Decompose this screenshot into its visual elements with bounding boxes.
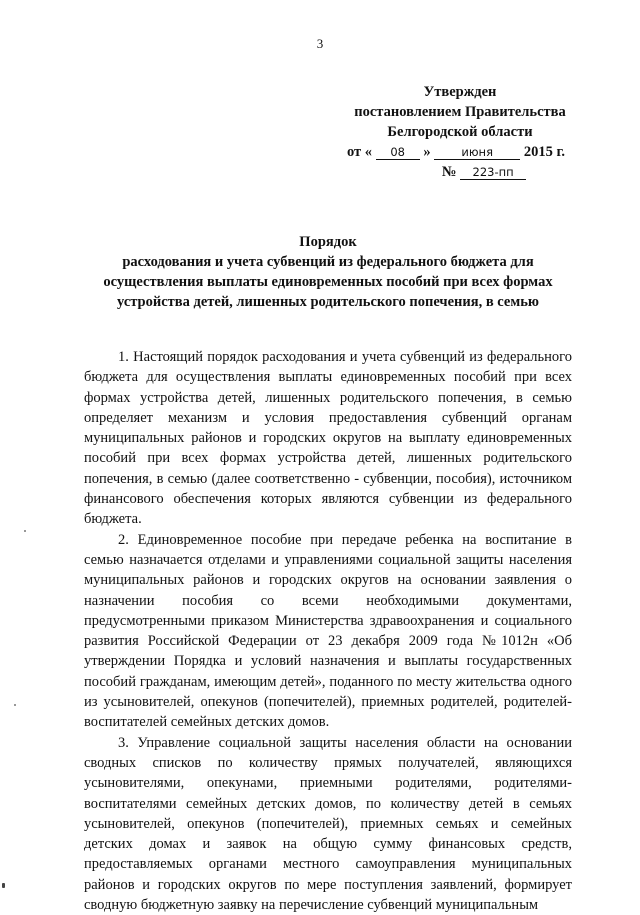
approval-region: Белгородской области [387, 124, 533, 140]
date-month: июня [434, 145, 520, 160]
resolution-number: 223-пп [460, 165, 526, 180]
scan-speck [14, 704, 16, 706]
paragraph-1: 1. Настоящий порядок расходования и учета субвенций из федерального бюджета для осуществления выплаты единовременных пособий при всех формах устройства детей, лишенных родительского попечения, в семью определяет механизм и условия предоставления субвенций органам муниципальных районов и городских округов на выплату единовременных пособий при всех формах устройства детей, лишенных родительского попечения, в семью (далее соответственно - субвенции, пособия), источником финансового обеспечения которых являются субвенции из федерального бюджета. [84, 349, 572, 528]
document-title [88, 232, 568, 312]
paragraph-3: 3. Управление социальной защиты населения области на основании сводных списков по количеству прямых получателей, являющихся усыновителями, опекунами, приемными родителями, родителями-воспитателями семейных детских домов, по количеству детей в семьях усыновителей, опекунов (попечителей), приемных семьях и семейных детских домах и заявок на общую сумму финансовых средств, предоставляемых органами местного самоуправления муниципальных районов и городских округов по мере поступления заявлений, формирует сводную бюджетную заявку на перечисление субвенций муниципальным [84, 734, 572, 914]
approval-resolution: постановлением Правительства [354, 104, 566, 120]
approval-title: Утвержден [423, 84, 497, 100]
scan-speck [24, 530, 26, 532]
paragraph-2: 2. Единовременное пособие при передаче ребенка на воспитание в семью назначается отделами и управлениями социальной защиты населения муниципальных районов и городских округов на основании заявления о назначении пособия со всеми необходимыми документами, предусмотренными приказом Министерства здравоохранения и социального развития Российской Федерации от 23 декабря 2009 года №1012н «Об утверждении Порядка и условий назначения и выплаты государственных пособий гражданам, имеющим детей», поданного по месту жительства одного из усыновителей, опекунов (попечителей), приемных родителей, родителей-воспитателей семейных детских домов. [84, 531, 572, 731]
approval-block [335, 82, 585, 182]
title-line-4: устройства детей, лишенных родительского попечения, в семью [117, 294, 539, 310]
approval-date [335, 142, 585, 162]
date-mid: » [423, 144, 431, 160]
title-line-2: расходования и учета субвенций из федерального бюджета для [122, 254, 534, 270]
title-line-1: Порядок [299, 234, 357, 250]
document-body [84, 347, 572, 915]
approval-number [335, 162, 585, 182]
date-prefix: от « [347, 144, 373, 160]
scan-mark [2, 883, 5, 888]
number-sign: № [441, 164, 457, 180]
page-number: 3 [316, 36, 324, 51]
date-year: 2015 г. [523, 144, 566, 160]
date-day: 08 [376, 145, 420, 160]
title-line-3: осуществления выплаты единовременных пособий при всех формах [103, 274, 553, 290]
